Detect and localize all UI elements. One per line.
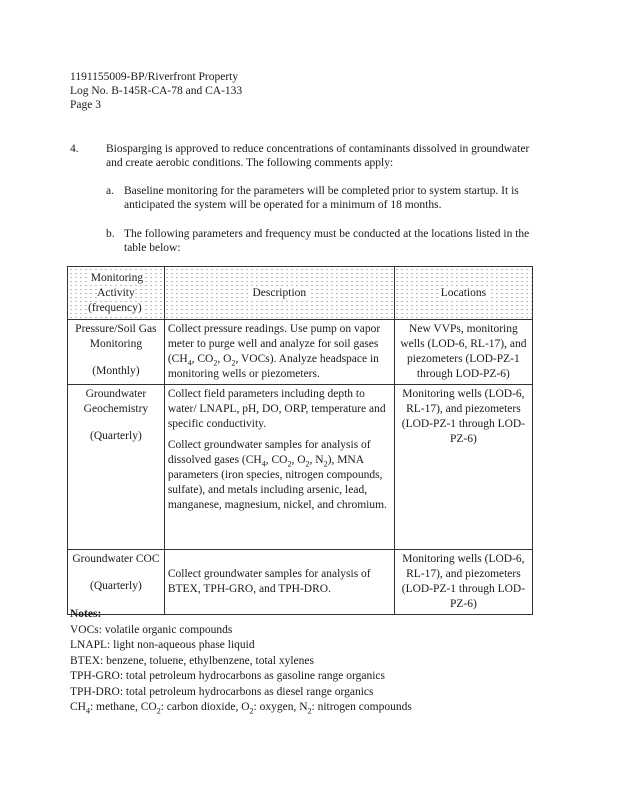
activity-name: Groundwater COC (72, 553, 160, 565)
activity-cell (68, 550, 165, 615)
table-row (68, 550, 533, 615)
sub-item-b-label: b. (106, 228, 115, 240)
note-gases: $CH_4$: methane, $CO_2$: carbon dioxide, $O_2$: oxygen, $N_2$: nitrogen compounds (70, 701, 412, 716)
sub-item-b-text: The following parameters and frequency must be conducted at the locations listed in the table below: (124, 228, 530, 254)
note-voc: VOCs: volatile organic compounds (70, 623, 233, 636)
note-btex: BTEX: benzene, toluene, ethylbenzene, total xylenes (70, 654, 314, 667)
activity-cell (68, 385, 165, 550)
activity-frequency: (Monthly) (92, 365, 140, 377)
activity-frequency: (Quarterly) (90, 430, 142, 442)
locations-cell: Monitoring wells (LOD-6, RL-17), and piezometers (LOD-PZ-1 through LOD-PZ-6) (394, 385, 532, 550)
note-tph-gro: TPH-GRO: total petroleum hydrocarbons as gasoline range organics (70, 670, 386, 682)
header-description: Description (164, 267, 394, 320)
sub-item-a-label: a. (106, 185, 114, 197)
sub-item-a-text: Baseline monitoring for the parameters will be completed prior to system startup. It is anticipated the system will be operated for a minimum of 18 months. (124, 185, 519, 211)
table-row (68, 385, 533, 550)
letter-header (70, 70, 242, 112)
locations-cell: New VVPs, monitoring wells (LOD-6, RL-17), and piezometers (LOD-PZ-1 through LOD-PZ-6) (394, 320, 532, 385)
page-number-line: Page 3 (70, 99, 101, 111)
note-lnapl: LNAPL: light non-aqueous phase liquid (70, 639, 255, 651)
activity-name: Groundwater Geochemistry (83, 388, 149, 415)
description-cell: Collect groundwater samples for analysis of BTEX, TPH-GRO, and TPH-DRO. (164, 550, 394, 615)
project-line: 1191155009-BP/Riverfront Property (70, 71, 239, 83)
monitoring-parameters-table (67, 266, 533, 615)
description-cell: Collect pressure readings. Use pump on vapor meter to purge well and analyze for soil gases ($CH_4$, $CO_2$, $O_2$, VOCs). Analyze headspace in monitoring wells or piezometers. (164, 320, 394, 385)
activity-frequency: (Quarterly) (90, 580, 142, 592)
table-header-row (68, 267, 533, 320)
item-4-text: Biosparging is approved to reduce concentrations of contaminants dissolved in groundwater and create aerobic conditions. The following comments apply: (106, 143, 530, 169)
notes-title: Notes: (70, 608, 102, 620)
note-tph-dro: TPH-DRO: total petroleum hydrocarbons as diesel range organics (70, 685, 374, 698)
locations-cell: Monitoring wells (LOD-6, RL-17), and piezometers (LOD-PZ-1 through LOD-PZ-6) (394, 550, 532, 615)
description-paragraph: Collect groundwater samples for analysis of dissolved gases ($CH_4$, $CO_2$, $O_2$, $N_2$), MNA parameters (iron species, nitrogen compounds, sulfate), and metals including arsenic, lead, manganese, magnesium, nickel, and chromium. (167, 439, 387, 511)
log-number-line: Log No. B-145R-CA-78 and CA-133 (70, 85, 243, 97)
activity-cell (68, 320, 165, 385)
description-paragraph: Collect field parameters including depth to water/ LNAPL, pH, DO, ORP, temperature and specific conductivity. (167, 388, 386, 430)
header-monitoring-activity: Monitoring Activity (frequency) (68, 267, 165, 320)
table-notes (70, 607, 550, 716)
item-4-number: 4. (70, 143, 79, 155)
activity-name: Pressure/Soil Gas Monitoring (75, 323, 157, 350)
table-row (68, 320, 533, 385)
description-cell (164, 385, 394, 550)
header-locations: Locations (394, 267, 532, 320)
